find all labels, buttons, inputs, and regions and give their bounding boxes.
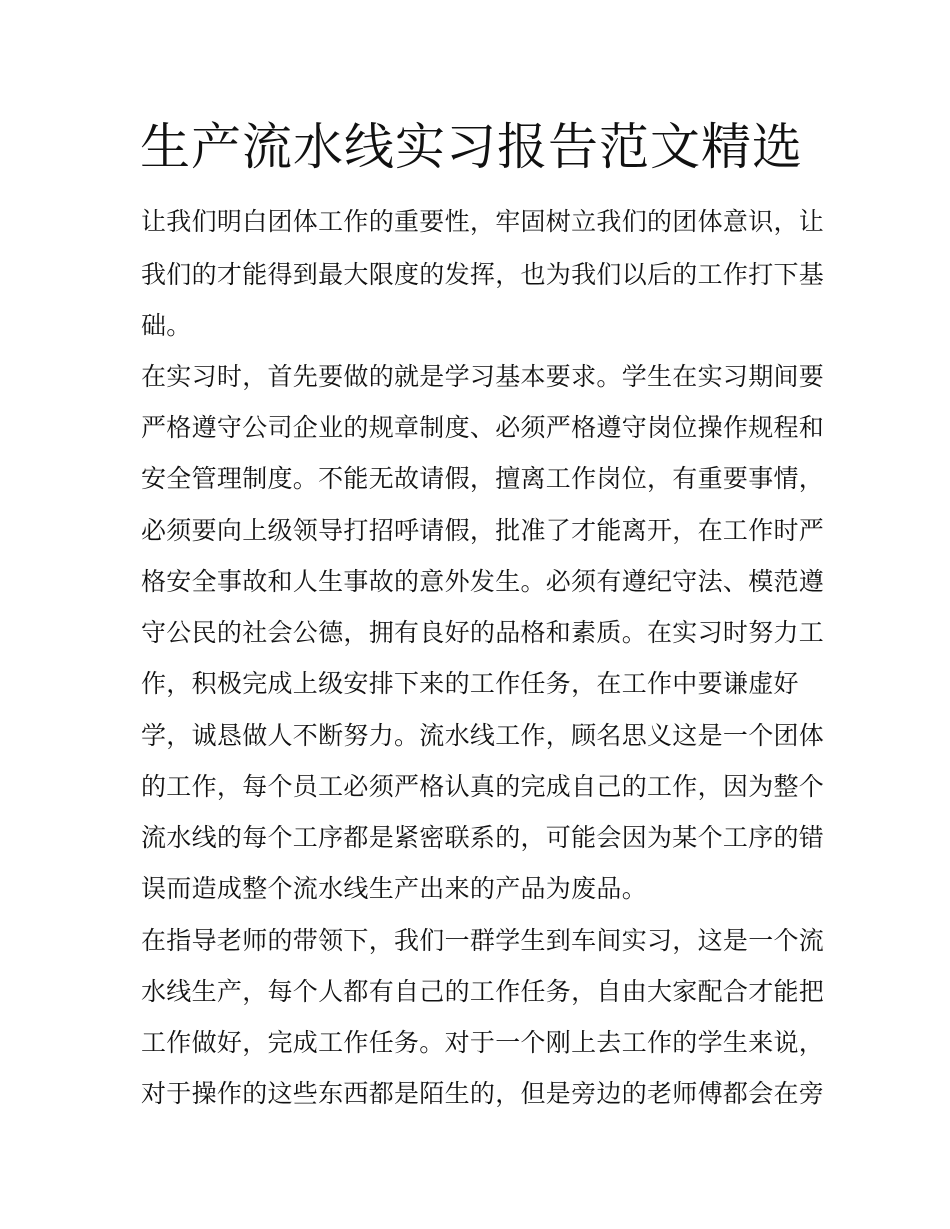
document-title: 生产流水线实习报告范文精选 (140, 118, 803, 176)
body-line: 学，诚恳做人不断努力。流水线工作，顾名思义这是一个团体 (141, 721, 825, 750)
body-line: 流水线的每个工序都是紧密联系的，可能会因为某个工序的错 (141, 823, 825, 852)
body-line: 在指导老师的带领下，我们一群学生到车间实习，这是一个流 (141, 926, 825, 955)
body-line: 格安全事故和人生事故的意外发生。必须有遵纪守法、模范遵 (141, 567, 825, 596)
body-line: 对于操作的这些东西都是陌生的，但是旁边的老师傅都会在旁 (141, 1079, 825, 1108)
body-line: 让我们明白团体工作的重要性，牢固树立我们的团体意识，让 (141, 207, 825, 236)
body-line: 严格遵守公司企业的规章制度、必须严格遵守岗位操作规程和 (141, 413, 825, 442)
body-line: 水线生产，每个人都有自己的工作任务，自由大家配合才能把 (141, 977, 825, 1006)
body-line: 的工作，每个员工必须严格认真的完成自己的工作，因为整个 (141, 772, 825, 801)
body-line: 工作做好，完成工作任务。对于一个刚上去工作的学生来说， (141, 1028, 825, 1057)
body-line: 误而造成整个流水线生产出来的产品为废品。 (141, 874, 648, 903)
body-line: 守公民的社会公德，拥有良好的品格和素质。在实习时努力工 (141, 618, 825, 647)
body-line: 在实习时，首先要做的就是学习基本要求。学生在实习期间要 (141, 362, 825, 391)
body-line: 作，积极完成上级安排下来的工作任务，在工作中要谦虚好 (141, 669, 799, 698)
body-line: 必须要向上级领导打招呼请假，批准了才能离开，在工作时严 (141, 516, 825, 545)
body-line: 我们的才能得到最大限度的发挥，也为我们以后的工作打下基 (141, 260, 825, 289)
body-line: 础。 (141, 311, 192, 340)
body-line: 安全管理制度。不能无故请假，擅离工作岗位，有重要事情， (141, 464, 825, 493)
